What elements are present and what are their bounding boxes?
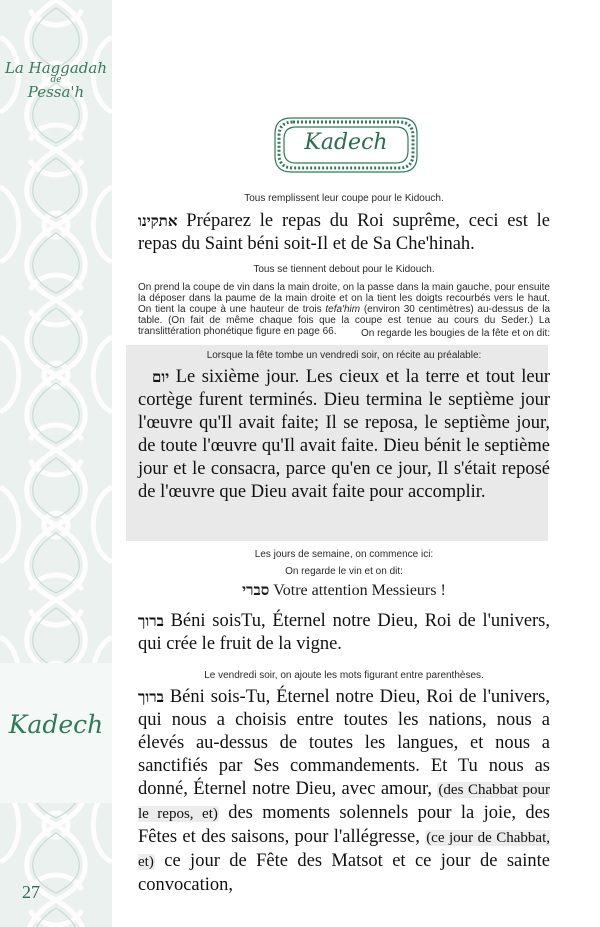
kiddush-part1: Béni sois-Tu, Éternel notre Dieu, Roi de l'univers, qui nous a choisis entre toutes les nations, nous a élevés au-dessus de toutes les langues, et nous a sanctifiés par Ses commandements. Et Tu nous as donné, Éternel notre Dieu, avec amour, bbox=[138, 687, 550, 799]
section-title-cartouche bbox=[273, 116, 419, 174]
rubric-wine: On regarde le vin et on dit: bbox=[285, 566, 403, 577]
kiddush-part2: des moments solennels pour la joie, des Fêtes et des saisons, pour l'allégresse, bbox=[138, 803, 550, 847]
atkinou-paragraph bbox=[138, 210, 550, 256]
instruction-after: (environ 30 centimètres) au-dessus de la table. (On fait de même chaque fois que la coupe est tenue au cours du Seder.) La translittération phonétique figure en page 66. bbox=[138, 304, 551, 337]
atkinou-hebrew: אתקינו bbox=[138, 212, 178, 230]
vayekhoulou-text: Le sixième jour. Les cieux et la terre et tout leur cortège furent terminés. Dieu termina le septième jour l'œuvre qu'Il avait faite; Il se reposa, le septième jour, de toute l'œuvre qu'Il avait faite. Dieu bénit le septième jour et le consacra, parce qu'en ce jour, Il s'était reposé de l'œuvre que Dieu avait faite pour accomplir. bbox=[138, 367, 550, 502]
instruction-before: On prend la coupe de vin dans la main droite, on la passe dans la main gauche, pour ensuite la déposer dans la paume de la main droite et on la tient les doigts recourbés vers le haut. On tient la coupe à une hauteur de trois bbox=[138, 282, 550, 315]
atkinou-text: Préparez le repas du Roi suprême, ceci est le repas du Saint béni soit-Il et de Sa Che'hinah. bbox=[138, 211, 551, 254]
instruction-italic: tefa'him bbox=[325, 304, 361, 315]
book-title-small: de bbox=[50, 75, 62, 85]
shabbat-insert-2: (ce jour de Chabbat, et) bbox=[138, 830, 550, 870]
savri-line bbox=[138, 581, 550, 600]
shabbat-insert-1: (des Chabbat pour le repos, et) bbox=[138, 782, 550, 822]
baroukh-wine-paragraph bbox=[138, 610, 550, 656]
kiddush-hebrew: ברוך bbox=[138, 688, 164, 706]
rubric-friday-words: Le vendredi soir, on ajoute les mots figurant entre parenthèses. bbox=[204, 670, 484, 681]
page-number: 27 bbox=[22, 882, 40, 902]
savri-hebrew: סברי bbox=[242, 581, 270, 599]
yom-hebrew: יום bbox=[152, 368, 170, 386]
rubric-weekday: Les jours de semaine, on commence ici: bbox=[254, 549, 434, 560]
rubric-candles: On regarde les bougies de la fête et on dit: bbox=[360, 328, 550, 339]
book-title bbox=[0, 60, 112, 100]
kiddush-part3: ce jour de Fête des Matsot et ce jour de sainte convocation, bbox=[138, 851, 550, 895]
side-band bbox=[0, 0, 112, 927]
baroukh-wine-text: Béni soisTu, Éternel notre Dieu, Roi de l'univers, qui crée le fruit de la vigne. bbox=[138, 611, 551, 654]
side-section-label: Kadech bbox=[8, 710, 104, 739]
kiddush-paragraph bbox=[138, 686, 550, 897]
section-title: Kadech bbox=[304, 130, 388, 155]
vayekhoulou-paragraph bbox=[138, 366, 550, 504]
rubric-stand: Tous se tiennent debout pour le Kidouch. bbox=[253, 264, 435, 275]
rubric-fill-cups: Tous remplissent leur coupe pour le Kidouch. bbox=[244, 193, 444, 204]
book-title-line2: Pessa'h bbox=[27, 83, 85, 101]
baroukh-hebrew: ברוך bbox=[138, 612, 164, 630]
book-title-line1: La Haggadah bbox=[4, 59, 108, 77]
savri-text: Votre attention Messieurs ! bbox=[273, 582, 446, 599]
friday-rubric: Lorsque la fête tombe un vendredi soir, on récite au préalable: bbox=[206, 350, 482, 361]
